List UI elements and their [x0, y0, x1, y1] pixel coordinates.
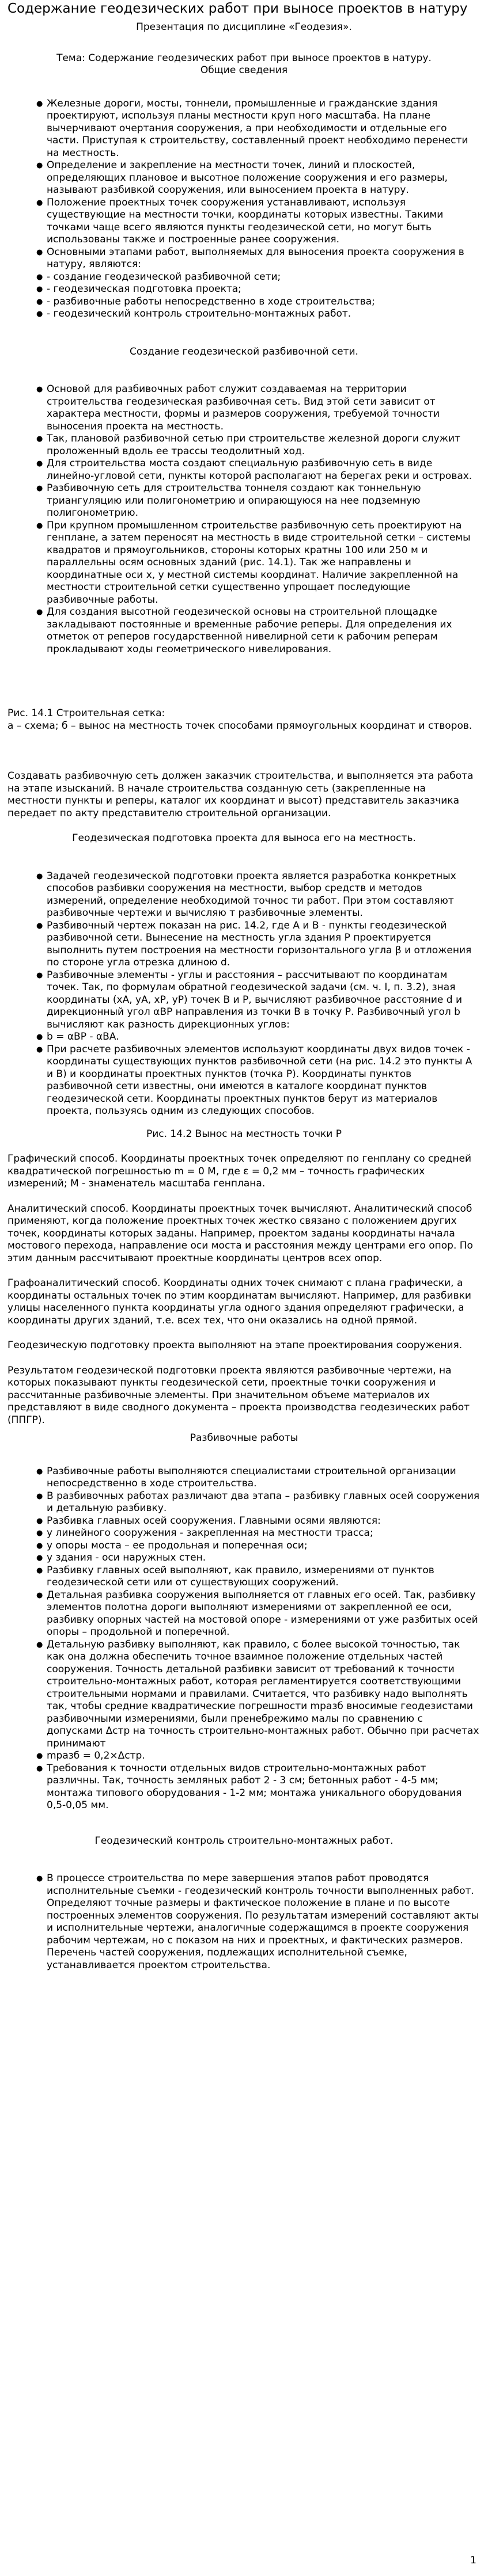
- general-info-list: [7, 98, 481, 321]
- section-heading-control: Геодезический контроль строительно-монтажных работ.: [94, 1835, 394, 1847]
- list-item: ● Основой для разбивочных работ служит создаваемая на территории строительства геодезическая разбивочная сеть. Вид этой сети зависит от характера местности, формы и размеров сооружения, требуемой точности выносения проекта на местность.: [47, 383, 481, 433]
- network-paragraph: Создавать разбивочную сеть должен заказчик строительства, и выполняется эта работа на этапе изысканий. В начале строительства созданную сеть (закрепленные на местности пункты и реперы, каталог их координат и высот) представитель заказчика передает по акту представителю строительной организации.: [7, 770, 474, 819]
- list-item: ● - разбивочные работы непосредственно в ходе строительства;: [47, 296, 481, 309]
- presentation-subtitle: Презентация по дисциплине «Геодезия».: [136, 21, 352, 33]
- list-item: ● у линейного сооружения - закрепленная на местности трасса;: [47, 1527, 481, 1540]
- list-item: ● Для создания высотной геодезической основы на строительной площадке закладывают постоянные и временные рабочие реперы. Для определения их отметок от реперов государственной нивелирной сети к рабочим реперам прокладывают ходы геометрического нивелирования.: [47, 606, 481, 656]
- list-item: ● - создание геодезической разбивочной сети;: [47, 271, 481, 284]
- network-list: [7, 383, 481, 656]
- list-item: ● Детальная разбивка сооружения выполняется от главных его осей. Так, разбивку элементов полотна дороги выполняют измерениями от закрепленной ее оси, разбивку опорных частей на мостовой опоре - измерениями от уже разбитых осей опоры – продольной и поперечной.: [47, 1589, 481, 1639]
- list-item: ● При расчете разбивочных элементов используют координаты двух видов точек - координаты существующих пунктов разбивочной сети (на рис. 14.2 это пункты А и В) и координаты проектных пунктов (точка Р). Координаты пунктов разбивочной сети известны, они имеются в каталоге координат пунктов геодезической сети. Координаты проектных пунктов берут из материалов проекта, пользуясь одним из следующих способов.: [47, 1044, 481, 1118]
- section-heading-preparation: Геодезическая подготовка проекта для выноса его на местность.: [72, 832, 416, 844]
- figure-2-caption: Рис. 14.2 Вынос на местность точки Р: [146, 1128, 342, 1140]
- list-item: ● Разбивку главных осей выполняют, как правило, измерениями от пунктов геодезической сети или от существующих сооружений.: [47, 1565, 481, 1589]
- method-paragraph: Аналитический способ. Координаты проектных точек вычисляют. Аналитический способ применяют, когда положение проектных точек жестко связано с положением других точек, координаты которых заданы. Например, проектом заданы координаты начала мостового перехода, направление оси моста и расстояния между центрами его опор. По этим данным рассчитывают проектные координаты центров всех опор.: [7, 1203, 473, 1264]
- section-heading-network: Создание геодезической разбивочной сети.: [130, 345, 358, 357]
- list-item: ● Основными этапами работ, выполняемых для выносения проекта сооружения в натуру, являются:: [47, 246, 481, 271]
- list-item: ● Железные дороги, мосты, тоннели, промышленные и гражданские здания проектируют, используя планы местности круп ного масштаба. На плане вычерчивают очертания сооружения, а при необходимости и отдельные его части. Приступая к строительству, составленный проект необходимо перенести на местность.: [47, 98, 481, 160]
- method-paragraph: Графический способ. Координаты проектных точек определяют по генплану со средней квадратической погрешностью m = 0 M, где ε = 0,2 мм – точность графических измерений; М - знаменатель масштаба генплана.: [7, 1153, 472, 1189]
- list-item: ● Разбивочную сеть для строительства тоннеля создают как тоннельную триангуляцию или полигонометрию и опирающуюся на нее подземную полигонометрию.: [47, 482, 481, 520]
- method-paragraph: Графоаналитический способ. Координаты одних точек снимают с плана графически, а координаты остальных точек по этим координатам вычисляют. Например, для разбивки улицы населенного пункта координаты угла одного здания определяют графически, а координаты других зданий, т.е. всех тех, что они оказались на одной прямой.: [7, 1277, 471, 1326]
- list-item: ● - геодезическая подготовка проекта;: [47, 283, 481, 296]
- section-heading-general: Общие сведения: [200, 64, 288, 76]
- list-item: ● Так, плановой разбивочной сетью при строительстве железной дороги служит проложенный вдоль ее трассы теодолитный ход.: [47, 433, 481, 458]
- list-item: ● Разбивочные элементы - углы и расстояния – рассчитывают по координатам точек. Так, по формулам обратной геодезической задачи (см. ч. I, п. 3.2), зная координаты (xA, yA, xP, yP) точек В и Р, вычисляют разбивочное расстояние d и дирекционный угол αBP направления из точки В в точку Р. Разбивочный угол b вычисляют как разность дирекционных углов:: [47, 969, 481, 1032]
- list-item: ● Разбивочные работы выполняются специалистами строительной организации непосредственно в ходе строительства.: [47, 1466, 481, 1490]
- page-number: 1: [470, 2554, 476, 2566]
- list-item: ● Разбивка главных осей сооружения. Главными осями являются:: [47, 1515, 481, 1528]
- document-title: Содержание геодезических работ при выносе проектов в натуру: [7, 1, 468, 16]
- section-heading-staking: Разбивочные работы: [190, 1432, 298, 1444]
- list-item: ● - геодезический контроль строительно-монтажных работ.: [47, 308, 481, 321]
- list-item: ● В разбивочных работах различают два этапа – разбивку главных осей сооружения и детальную разбивку.: [47, 1490, 481, 1515]
- staking-list: [7, 1466, 481, 1812]
- method-paragraph: Результатом геодезической подготовки проекта являются разбивочные чертежи, на которых показывают пункты геодезической сети, проектные точки сооружения и рассчитанные разбивочные элементы. При значительном объеме материалов их представляют в виде сводного документа – проекта производства геодезических работ (ППГР).: [7, 1364, 470, 1426]
- list-item: ● Требования к точности отдельных видов строительно-монтажных работ различны. Так, точность земляных работ 2 - 3 см; бетонных работ - 4-5 мм; монтажа типового оборудования - 1-2 мм; монтажа уникального оборудования 0,5-0,05 мм.: [47, 1763, 481, 1812]
- list-item: ● mразб = 0,2×Δстр.: [47, 1750, 481, 1763]
- list-item: ● При крупном промышленном строительстве разбивочную сеть проектируют на генплане, а затем переносят на местность в виде строительной сетки – системы квадратов и прямоугольников, стороны которых кратны 100 или 250 м и параллельны осям основных зданий (рис. 14.1). Так же направлены и координатные оси x, у местной системы координат. Наличие закрепленной на местности строительной сетки существенно упрощает последующие разбивочные работы.: [47, 520, 481, 607]
- list-item: ● Детальную разбивку выполняют, как правило, с более высокой точностью, так как она должна обеспечить точное взаимное положение отдельных частей сооружения. Точность детальной разбивки зависит от требований к точности строительно-монтажных работ, которая регламентируется соответствующими строительными нормами и правилами. Считается, что разбивку надо выполнять так, чтобы средние квадратические погрешности mразб вносимые геодезистами разбивочными измерениями, были пренебрежимо малы по сравнению с допусками Δстр на точность строительно-монтажных работ. Обычно при расчетах принимают: [47, 1639, 481, 1751]
- list-item: ● у здания - оси наружных стен.: [47, 1552, 481, 1565]
- list-item: ● у опоры моста – ее продольная и поперечная оси;: [47, 1540, 481, 1553]
- list-item: ● Для строительства моста создают специальную разбивочную сеть в виде линейно-угловой сети, пункты которой располагают на берегах реки и островах.: [47, 458, 481, 482]
- figure-1-text: а – схема; б – вынос на местность точек способами прямоугольных координат и створов.: [7, 720, 472, 732]
- list-item: ● В процессе строительства по мере завершения этапов работ проводятся исполнительные съемки - геодезический контроль точности выполненных работ. Определяют точные размеры и фактическое положение в плане и по высоте построенных элементов сооружения. По результатам измерений составляют акты и исполнительные чертежи, аналогичные содержащимся в проекте сооружения рабочим чертежам, но с показом на них и проектных, и фактических размеров. Перечень частей сооружения, подлежащих исполнительной съемке, устанавливается проектом строительства.: [47, 1873, 481, 1972]
- list-item: ● Разбивочный чертеж показан на рис. 14.2, где А и В - пункты геодезической разбивочной сети. Вынесение на местность угла здания Р проектируется выполнить путем построения на местности горизонтального угла β и отложения по стороне угла отрезка длиною d.: [47, 920, 481, 969]
- figure-1-caption: Рис. 14.1 Строительная сетка:: [7, 707, 165, 719]
- topic-line: Тема: Содержание геодезических работ при выносе проектов в натуру.: [56, 52, 432, 64]
- list-item: ● Задачей геодезической подготовки проекта является разработка конкретных способов разбивки сооружения на местности, выбор средств и методов измерений, определение необходимой точнос ти работ. При этом составляют разбивочные чертежи и вычисляю т разбивочные элементы.: [47, 870, 481, 920]
- method-paragraph: Геодезическую подготовку проекта выполняют на этапе проектирования сооружения.: [7, 1340, 463, 1351]
- list-item: ● Определение и закрепление на местности точек, линий и плоскостей, определяющих плановое и высотное положение сооружения и его размеры, называют разбивкой сооружения, или выносением проекта в натуру.: [47, 159, 481, 197]
- control-list: [7, 1873, 481, 1972]
- list-item: ● b = αBP - αBA.: [47, 1031, 481, 1044]
- list-item: ● Положение проектных точек сооружения устанавливают, используя существующие на местности точки, координаты которых известны. Такими точками чаще всего являются пункты геодезической сети, но могут быть использованы также и построенные ранее сооружения.: [47, 197, 481, 246]
- preparation-list: [7, 870, 481, 1118]
